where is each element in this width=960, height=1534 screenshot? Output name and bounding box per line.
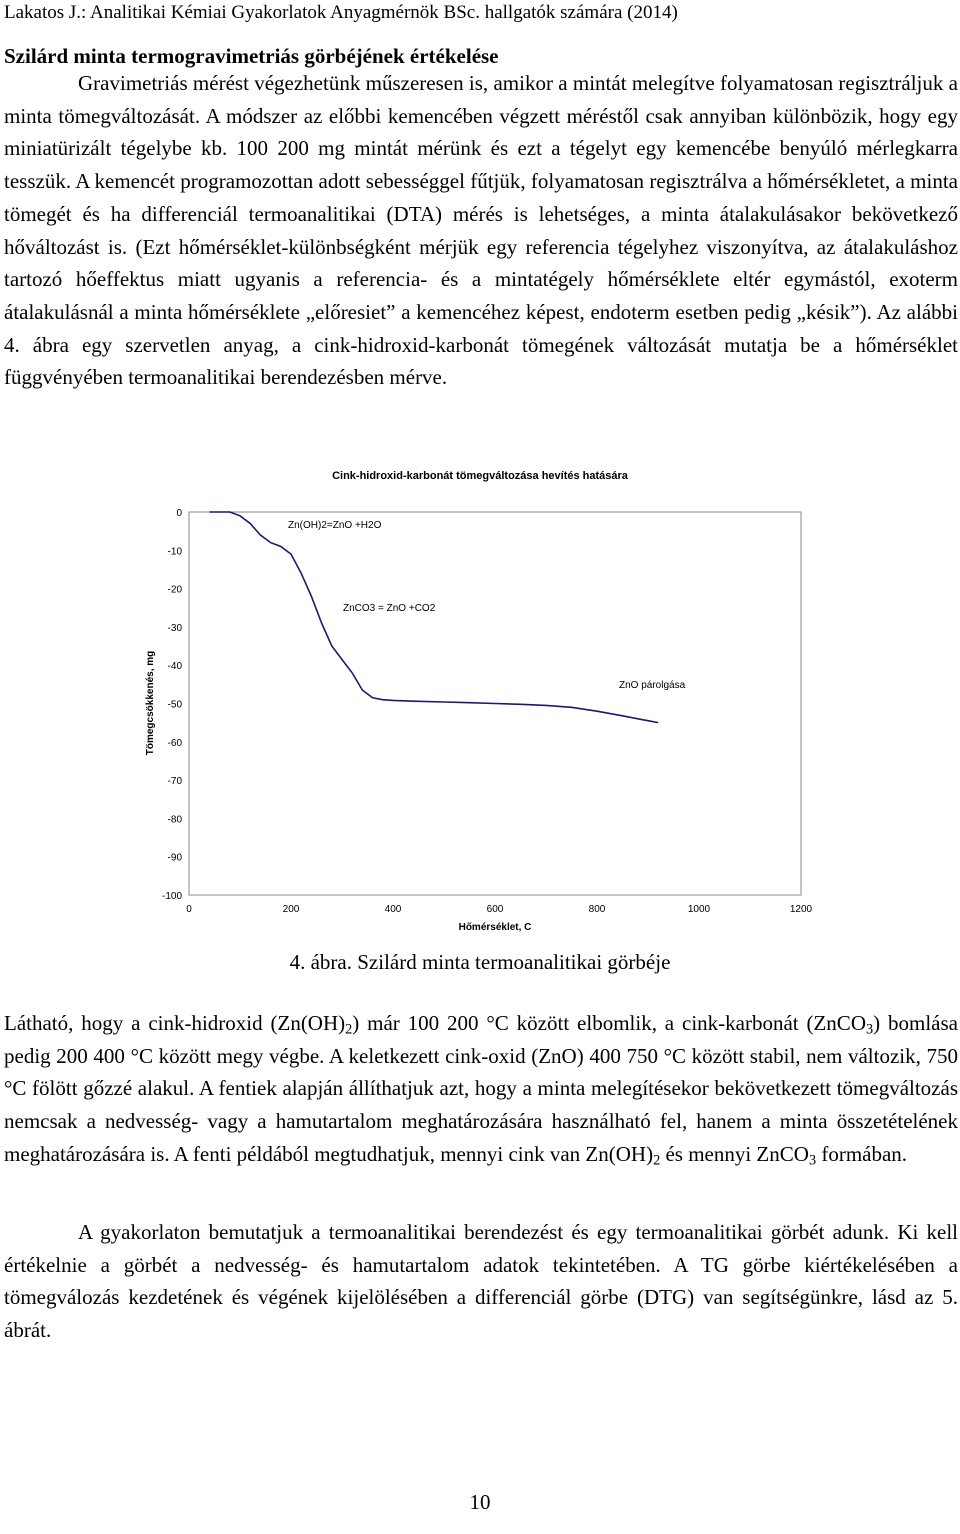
y-tick-label: -70 bbox=[167, 776, 182, 788]
x-tick-label: 600 bbox=[486, 904, 504, 915]
y-tick-label: -40 bbox=[167, 661, 182, 673]
practice-paragraph: A gyakorlaton bemutatjuk a termoanalitikai berendezést és egy termoanalitikai görbét adunk. Ki kell értékelnie a görbét a nedvesség- és hamutartalom adatok tekintetében. A TG görbe kiértékelésében a tömegválozás kezdetének és végének kijelölésében a differenciál görbe (DTG) van segítségünkre, lásd az 5. ábrát. bbox=[4, 1220, 958, 1343]
chart-title: Cink-hidroxid-karbonát tömegváltozása hevítés hatására bbox=[332, 470, 628, 482]
x-tick-label: 1200 bbox=[789, 904, 813, 915]
x-axis-label: Hőmérséklet, C bbox=[458, 922, 532, 933]
y-tick-label: -30 bbox=[167, 622, 182, 634]
x-tick-label: 200 bbox=[282, 904, 300, 915]
x-tick-label: 1000 bbox=[687, 904, 711, 915]
y-tick-label: -60 bbox=[167, 737, 182, 749]
page-header: Lakatos J.: Analitikai Kémiai Gyakorlatok Anyagmérnök BSc. hallgatók számára (2014) bbox=[4, 2, 678, 23]
x-tick-labels bbox=[186, 904, 812, 915]
y-axis-label: Tömegcsökkenés, mg bbox=[145, 650, 156, 756]
figure-caption: 4. ábra. Szilárd minta termoanalitikai görbéje bbox=[289, 950, 671, 974]
analysis-paragraph: Látható, hogy a cink-hidroxid $(Zn(OH)_2)$ már 100 200 °C között elbomlik, a cink-karbonát (ZnCO$_3$) bomlása pedig 200 400 °C között megy végbe. A keletkezett cink-oxid (ZnO) 400 750 °C között stabil, nem változik, 750 °C fölött gőzzé alakul. A fentiek alapján állíthatjuk azt, hogy a minta melegítésekor bekövetkezett tömegváltozás nemcsak a nedvesség- vagy a hamutartalom meghatározására használható fel, hanem a minta összetételének meghatározására is. A fenti példából megtudhatjuk, mennyi cink van $Zn(OH)_2$ és mennyi ZnCO$_3$ formában. bbox=[4, 1011, 958, 1169]
y-tick-label: -20 bbox=[167, 584, 182, 596]
page-number: 10 bbox=[469, 1490, 491, 1514]
mass-loss-curve bbox=[209, 512, 658, 723]
intro-paragraph: Gravimetriás mérést végezhetünk műszeresen is, amikor a mintát melegítve folyamatosan regisztráljuk a minta tömegváltozását. A módszer az előbbi kemencében végzett méréstől csak annyiban különbözik, hogy egy miniatürizált tégelybe kb. 100 200 mg mintát mérünk és ezt a tégelyt egy kemencébe benyúló mérlegkarra tesszük. A kemencét programozottan adott sebességgel fűtjük, folyamatosan regisztrálva a hőmérsékletet, a minta tömegét és ha differenciál termoanalitikai (DTA) mérés is lehetséges, a minta átalakulásakor bekövetkező hőváltozást is. (Ezt hőmérséklet-különbségként mérjük egy referencia tégelyhez viszonyítva, az átalakuláshoz tartozó hőeffektus miatt ugyanis a referencia- és a mintatégely hőmérséklete eltér egymástól, exoterm átalakulásnál a minta hőmérséklete „előresiet” a kemencéhez képest, endoterm esetben pedig „késik”). Az alábbi 4. ábra egy szervetlen anyag, a cink-hidroxid-karbonát tömegének változását mutatja be a hőmérséklet függvényében termoanalitikai berendezésben mérve. bbox=[4, 71, 958, 390]
y-tick-label: -80 bbox=[167, 814, 182, 826]
y-tick-label: -10 bbox=[167, 546, 182, 558]
x-tick-label: 400 bbox=[384, 904, 402, 915]
x-tick-label: 0 bbox=[186, 904, 192, 915]
y-tick-labels bbox=[162, 508, 182, 902]
section-title: Szilárd minta termogravimetriás görbéjének értékelése bbox=[4, 44, 499, 68]
y-tick-label: -100 bbox=[161, 891, 182, 902]
annotation-zno: ZnO párolgása bbox=[619, 680, 686, 691]
y-tick-label: -50 bbox=[167, 699, 182, 711]
y-tick-label: -90 bbox=[167, 852, 182, 864]
annotation-znoh2: Zn(OH)2=ZnO +H2O bbox=[288, 520, 382, 531]
x-tick-label: 800 bbox=[588, 904, 606, 915]
y-tick-label: 0 bbox=[176, 508, 182, 519]
annotation-znco3: ZnCO3 = ZnO +CO2 bbox=[343, 603, 436, 614]
